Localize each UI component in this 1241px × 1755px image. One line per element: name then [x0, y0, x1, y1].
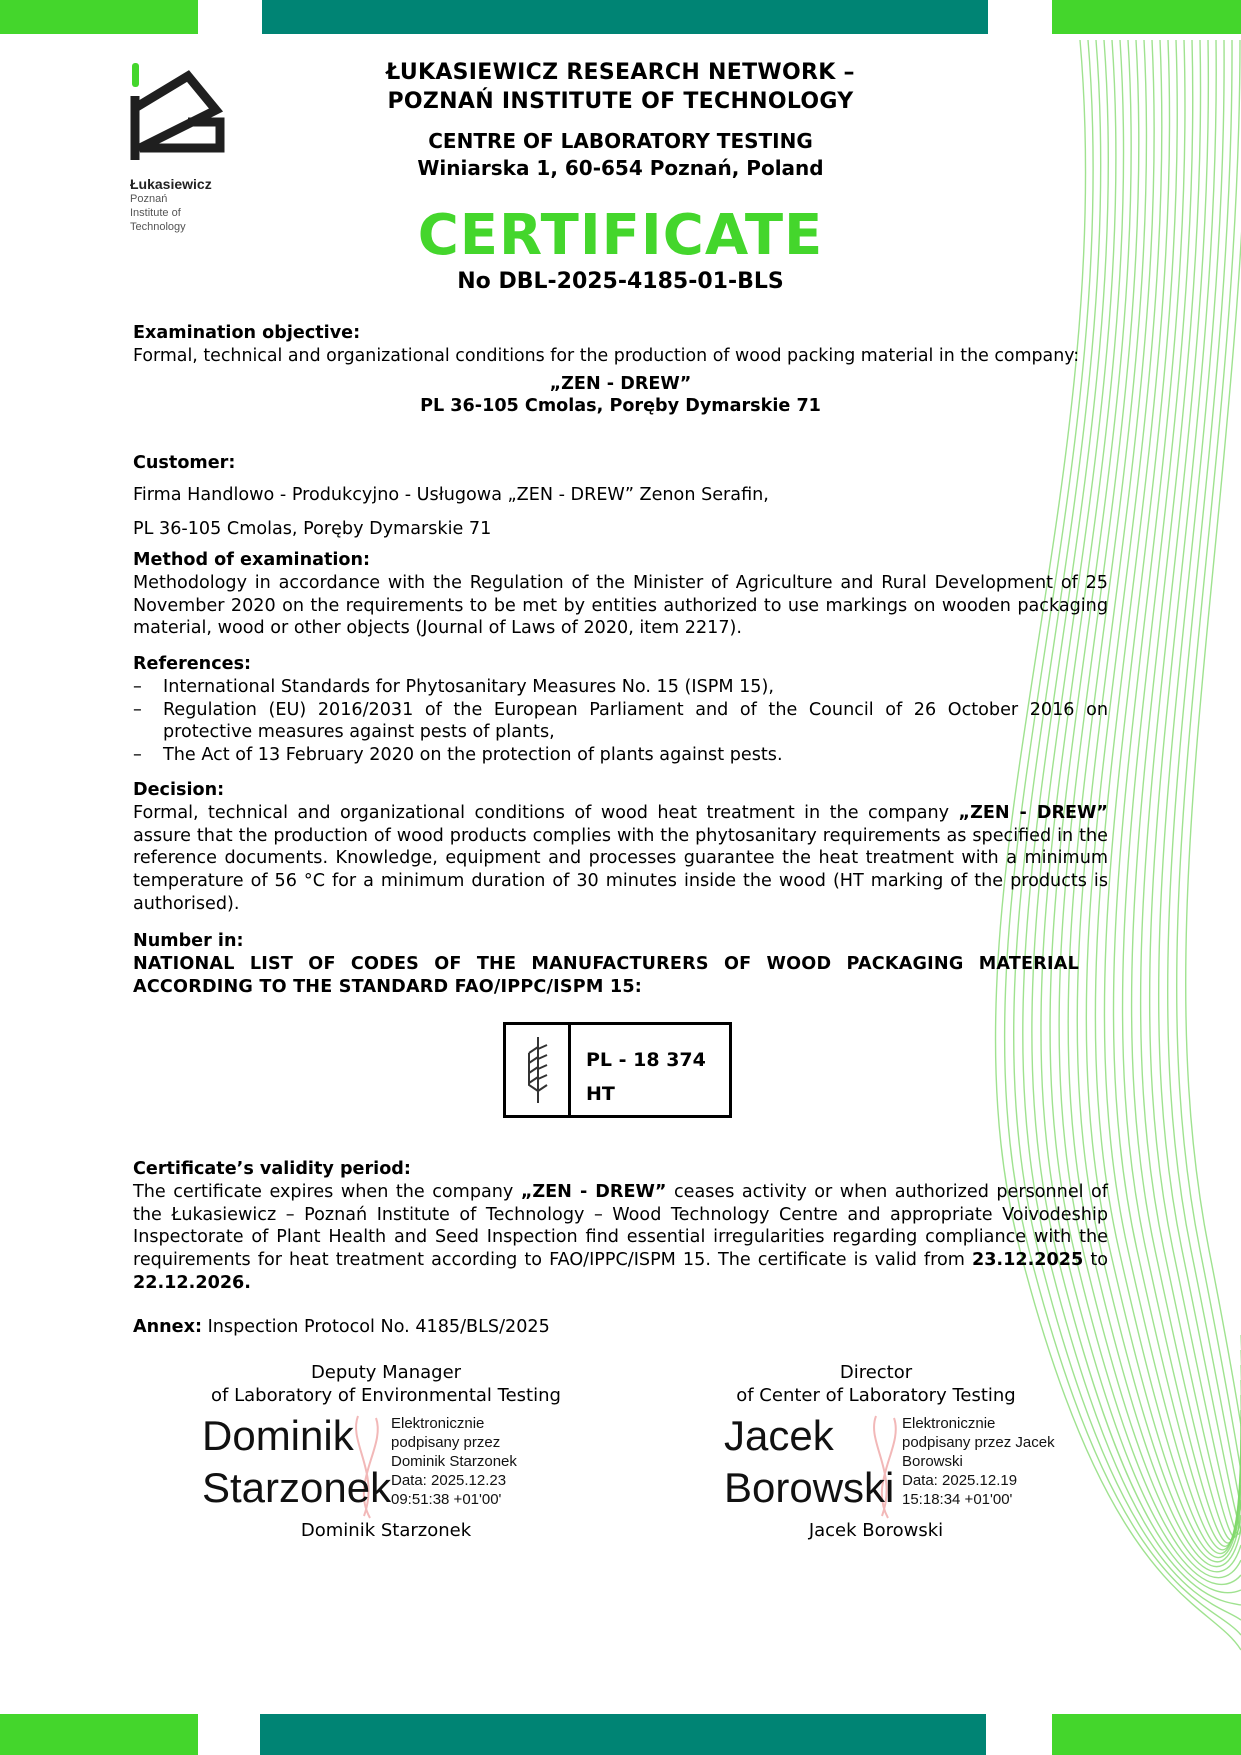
certificate-title: CERTIFICATE: [417, 203, 824, 268]
examination-section: [133, 322, 1108, 418]
signature-1-meta: [391, 1414, 517, 1509]
wave-line: [1177, 40, 1241, 1527]
decision-heading: Decision:: [133, 780, 225, 800]
logo-sub-2: Institute of: [130, 207, 181, 219]
bottom-bar-left: [0, 1714, 198, 1755]
decision-text-before: Formal, technical and organizational conditions of wood heat treatment in the company: [133, 802, 959, 823]
ippc-divider: [568, 1025, 571, 1115]
signature-2-meta-4: Data: 2025.12.19: [902, 1472, 1018, 1489]
logo-sub-3: Technology: [130, 221, 186, 233]
signature-1-printed-name: Dominik Starzonek: [300, 1520, 472, 1541]
method-text: Methodology in accordance with the Regulation of the Minister of Agriculture and Rural Development of 25 November 2020 on the requirements to be met by entities authorized to use markings on wooden packaging material, wood or other objects (Journal of Laws of 2020, item 2217).: [133, 572, 1108, 639]
logo-name: Łukasiewicz: [130, 176, 212, 192]
customer-line-1: Firma Handlowo - Produkcyjno - Usługowa „ZEN - DREW” Zenon Serafin,: [133, 484, 769, 505]
signature-1-meta-2: podpisany przez: [391, 1434, 501, 1451]
wave-line: [1168, 40, 1241, 1529]
reference-item-2: Regulation (EU) 2016/2031 of the European Parliament and of the Council of 26 October 2016 on protective measures against pests of plants,: [163, 699, 1108, 743]
wheat-ear-icon: [520, 1035, 556, 1105]
bottom-bar-center: [260, 1714, 986, 1755]
org-line-1: ŁUKASIEWICZ RESEARCH NETWORK –: [386, 60, 855, 85]
signature-1-meta-3: Dominik Starzonek: [391, 1453, 517, 1470]
customer-section: [133, 452, 1108, 540]
signature-2-printed-name: Jacek Borowski: [808, 1520, 944, 1541]
decision-text: [133, 802, 1108, 916]
centre-line-2: Winiarska 1, 60-654 Poznań, Poland: [417, 156, 824, 180]
wave-line: [1123, 40, 1241, 1543]
centre-heading: [233, 128, 1008, 182]
org-line-2: POZNAŃ INSTITUTE OF TECHNOLOGY: [387, 89, 854, 114]
annex-text: Inspection Protocol No. 4185/BLS/2025: [201, 1317, 550, 1337]
customer-line-2: PL 36-105 Cmolas, Poręby Dymarskie 71: [133, 518, 492, 539]
decision-text-after: assure that the production of wood products complies with the phytosanitary requirements as specified in the reference documents. Knowledge, equipment and processes guarantee the heat treatment with a minimum temperature of 56 °C for a minimum duration of 30 minutes inside the wood (HT marking of the products is authorised).: [133, 825, 1108, 914]
reference-item-3: The Act of 13 February 2020 on the protection of plants against pests.: [163, 745, 783, 766]
signature-2-meta: [902, 1414, 1055, 1509]
signature-block-2-role: [676, 1361, 1076, 1407]
number-in-section: [133, 930, 1108, 998]
signature-1-last: Starzonek: [202, 1464, 392, 1511]
bottom-bar-right: [1052, 1714, 1241, 1755]
wave-line: [1159, 40, 1241, 1532]
logo-text: [130, 176, 212, 234]
centre-line-1: CENTRE OF LABORATORY TESTING: [428, 129, 813, 153]
signature-2-role-line-2: of Center of Laboratory Testing: [736, 1385, 1016, 1406]
signature-2-meta-2: podpisany przez Jacek: [902, 1434, 1055, 1451]
method-heading: Method of examination:: [133, 550, 371, 570]
validity-text: [133, 1181, 1108, 1295]
signature-2-name-graphic: [724, 1410, 894, 1514]
validity-heading: Certificate’s validity period:: [133, 1159, 411, 1179]
signature-block-1-role: [186, 1361, 586, 1407]
number-in-heading: Number in:: [133, 931, 244, 951]
validity-text-2: ceases activity or when authorized personnel of the Łukasiewicz – Poznań Institute of Technology – Wood Technology Centre and appropriate Voivodeship Inspectorate of Plant Health and Seed Inspection find essential irregularities regarding compliance with the requirements for heat treatment according to FAO/IPPC/ISPM 15. The certificate is valid from: [133, 1181, 1109, 1271]
examination-heading: Examination objective:: [133, 323, 361, 343]
examination-text: Formal, technical and organizational conditions for the production of wood packing material in the company:: [133, 345, 1080, 366]
ippc-mark: [503, 1022, 732, 1118]
signature-2-meta-5: 15:18:34 +01'00': [902, 1491, 1013, 1508]
certificate-number: No DBL-2025-4185-01-BLS: [457, 269, 784, 294]
signature-1-meta-4: Data: 2025.12.23: [391, 1472, 507, 1489]
method-section: [133, 549, 1108, 640]
number-in-list-title: NATIONAL LIST OF CODES OF THE MANUFACTURERS OF WOOD PACKAGING MATERIAL ACCORDING TO THE STANDARD FAO/IPPC/ISPM 15:: [133, 953, 1079, 997]
examination-address: PL 36-105 Cmolas, Poręby Dymarskie 71: [420, 396, 821, 417]
validity-text-1: The certificate expires when the company: [133, 1181, 521, 1202]
validity-date-from: 23.12.2025: [971, 1250, 1084, 1271]
customer-heading: Customer:: [133, 453, 236, 473]
decision-section: [133, 779, 1108, 916]
signature-1-first: Dominik: [202, 1412, 354, 1459]
references-section: [133, 653, 1108, 767]
ippc-code: PL - 18 374: [586, 1049, 706, 1071]
annex-section: [133, 1316, 1108, 1339]
signature-1-meta-1: Elektronicznie: [391, 1415, 485, 1432]
signature-2-role-line-1: Director: [839, 1362, 913, 1383]
wave-line: [1141, 40, 1241, 1537]
reference-item: – International Standards for Phytosanitary Measures No. 15 (ISPM 15),: [133, 676, 774, 697]
signature-2-meta-1: Elektronicznie: [902, 1415, 996, 1432]
signature-2-meta-3: Borowski: [902, 1453, 963, 1470]
logo-sub-1: Poznań: [130, 193, 168, 205]
decision-company: „ZEN - DREW”: [958, 802, 1108, 823]
validity-section: [133, 1158, 1108, 1295]
reference-item-1: International Standards for Phytosanitary Measures No. 15 (ISPM 15),: [163, 676, 774, 697]
references-heading: References:: [133, 654, 252, 674]
signature-2-last: Borowski: [724, 1464, 895, 1511]
signature-1-meta-5: 09:51:38 +01'00': [391, 1491, 502, 1508]
signature-1-role-line-1: Deputy Manager: [310, 1362, 462, 1383]
validity-date-to: 22.12.2026.: [133, 1272, 251, 1293]
lukasiewicz-logo-icon: [128, 60, 238, 170]
organization-heading: [233, 58, 1008, 116]
annex-label: Annex:: [133, 1317, 202, 1337]
reference-item: – The Act of 13 February 2020 on the protection of plants against pests.: [133, 745, 783, 766]
ippc-treatment: HT: [586, 1083, 615, 1105]
signature-2-first: Jacek: [724, 1412, 834, 1459]
reference-item: – Regulation (EU) 2016/2031 of the European Parliament and of the Council of 26 October 2016 on protective measures against pests of plants,: [133, 699, 1108, 743]
validity-company: „ZEN - DREW”: [520, 1181, 667, 1202]
validity-text-3: to: [1083, 1250, 1108, 1271]
signature-1-role-line-2: of Laboratory of Environmental Testing: [211, 1385, 561, 1406]
signature-1-name-graphic: [202, 1410, 391, 1514]
examination-company: „ZEN - DREW”: [549, 373, 692, 394]
